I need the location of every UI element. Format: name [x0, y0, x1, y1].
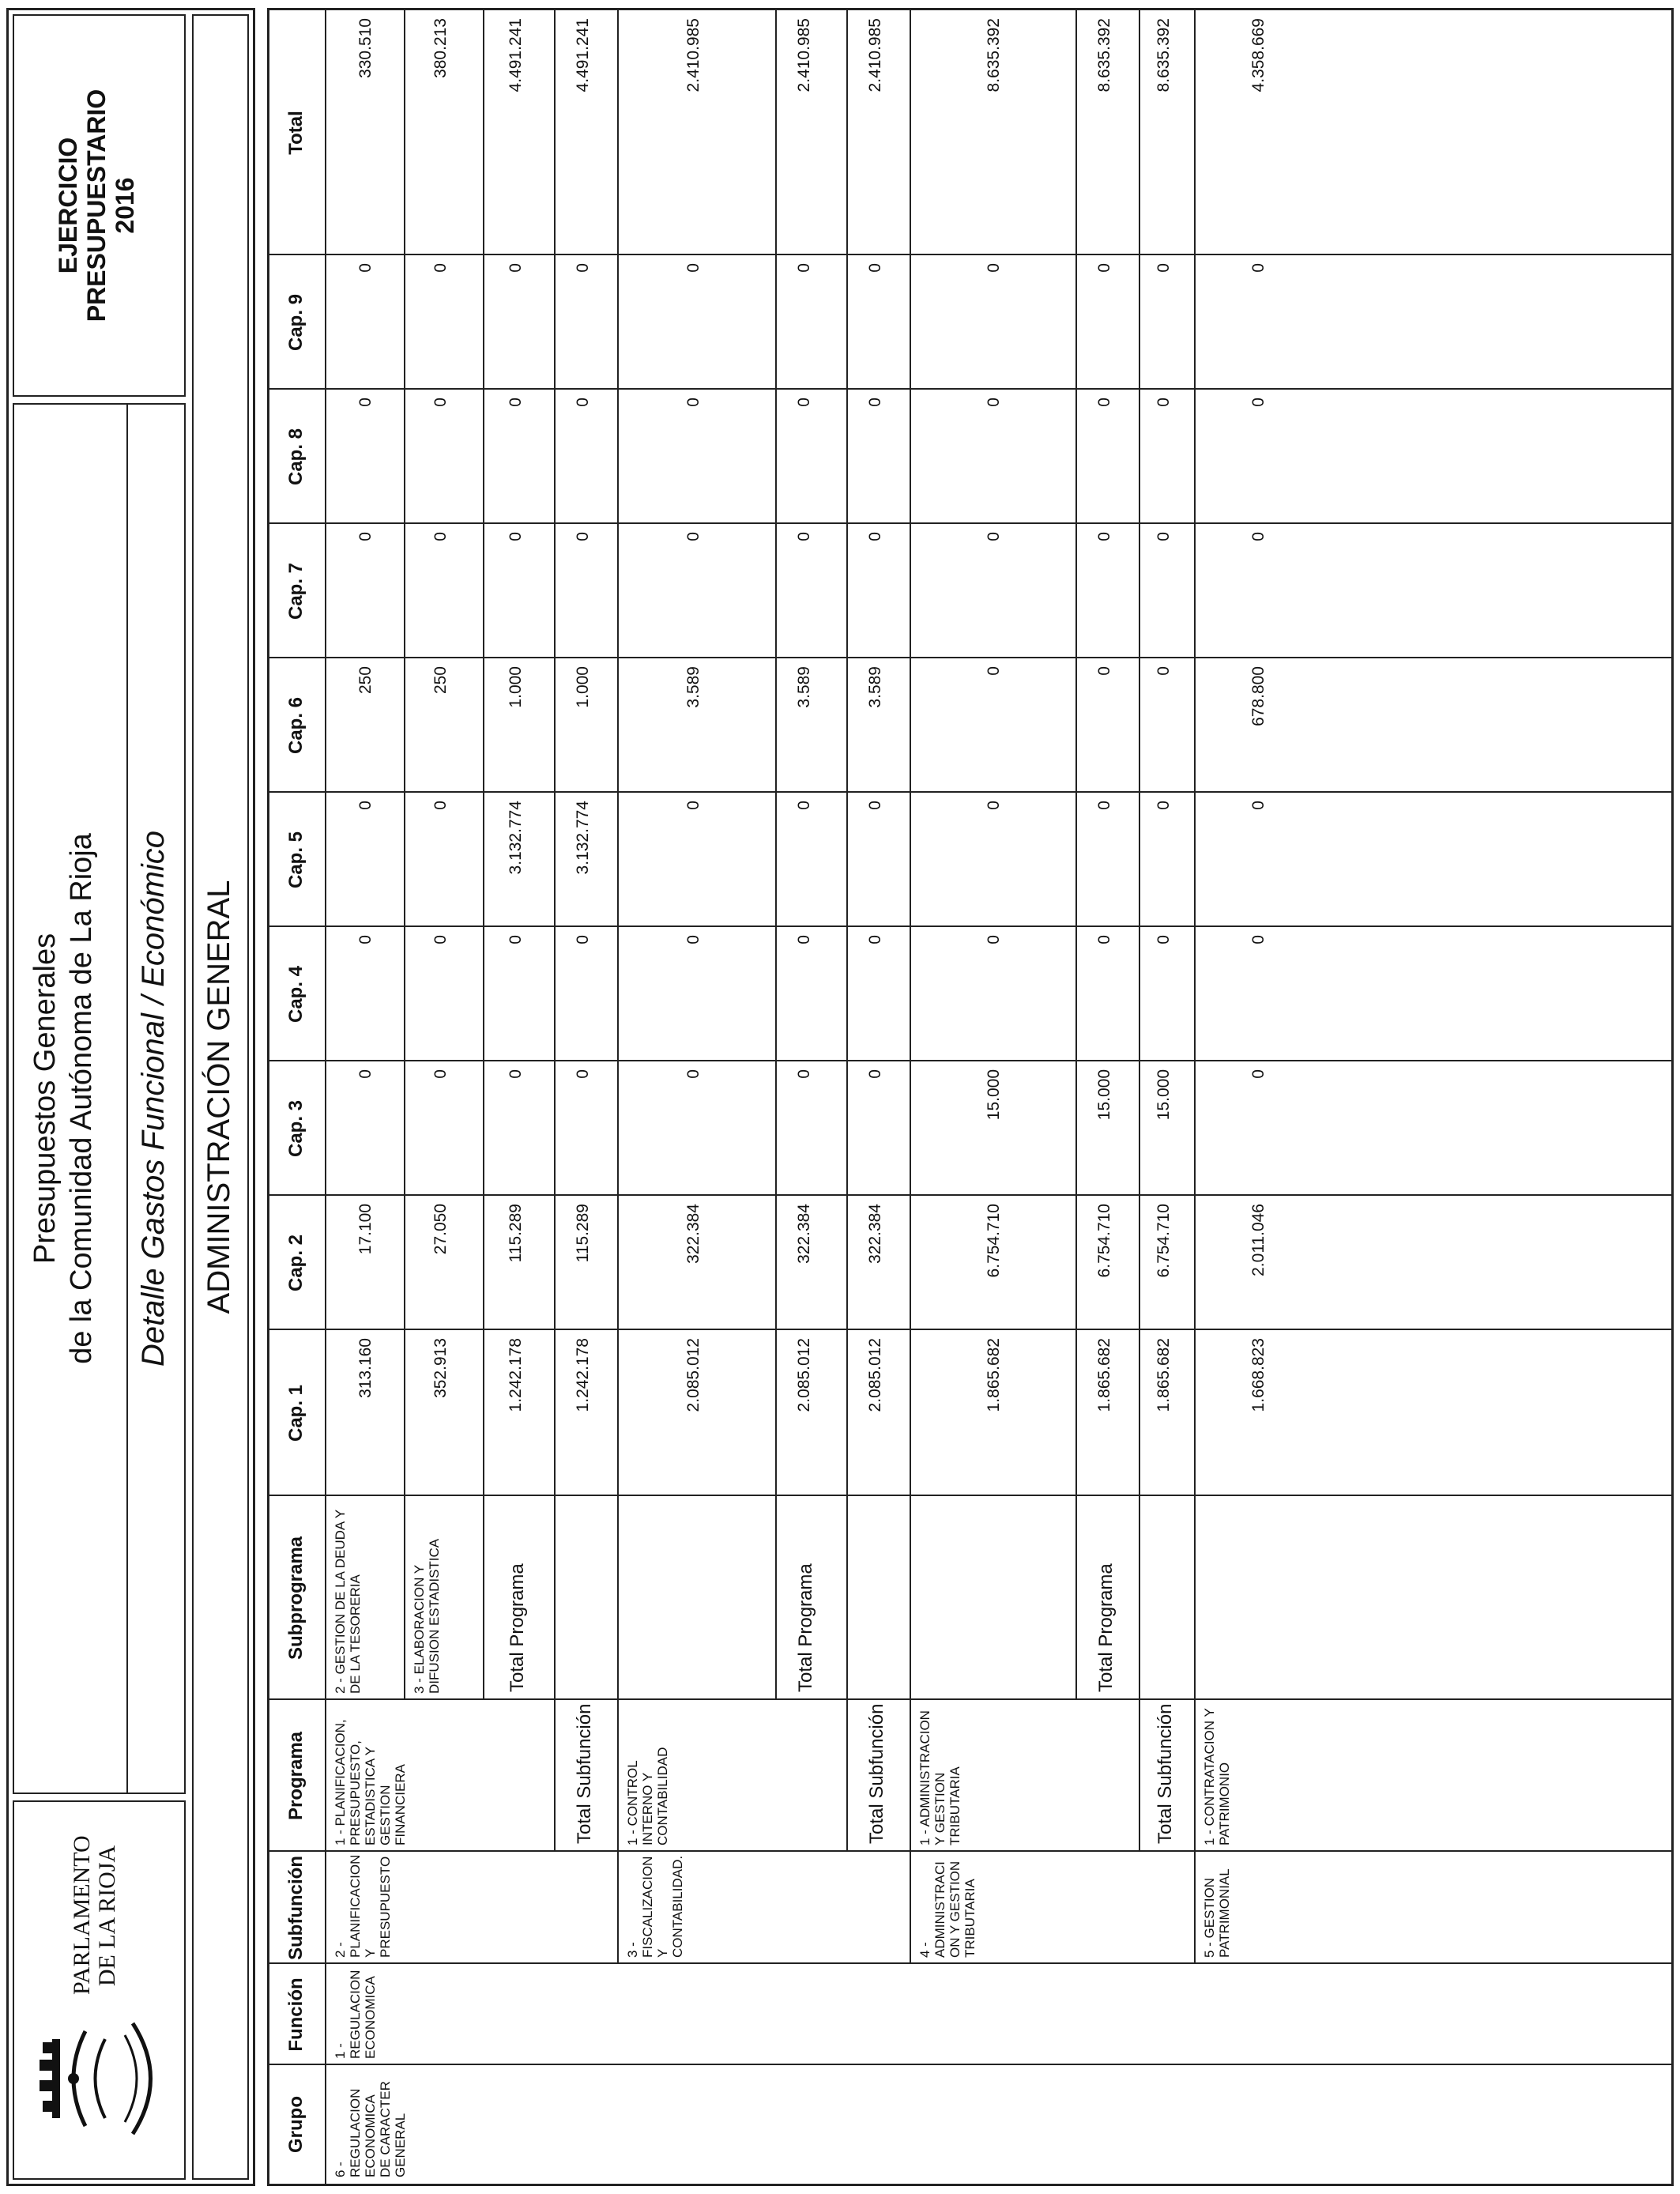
cell-value: 0 [1249, 398, 1268, 407]
column-divider [269, 254, 1671, 255]
cell-value: 0 [985, 532, 1003, 541]
cell-value: 0 [866, 263, 884, 273]
cell-value: 0 [507, 398, 525, 407]
cell-value: 0 [507, 532, 525, 541]
cell-value: 322.384 [795, 1204, 813, 1264]
cell-value: 250 [356, 666, 375, 695]
cell-value: 1.668.823 [1249, 1338, 1268, 1412]
cell-value: 0 [985, 935, 1003, 944]
cell-value: 0 [1095, 263, 1113, 273]
cell-value: 0 [866, 1069, 884, 1079]
budget-table [267, 8, 1674, 2186]
column-header: Subprograma [285, 1536, 307, 1661]
logo-text: PARLAMENTO DE LA RIOJA [69, 1835, 120, 1995]
cell-value: 0 [1095, 801, 1113, 810]
total-subfuncion-label: Total Subfunción [866, 1703, 887, 1844]
ejercicio-label [54, 16, 139, 395]
cell-value: 2.410.985 [795, 18, 813, 92]
column-header: Subfunción [285, 1856, 307, 1960]
cell-value: 330.510 [356, 18, 375, 78]
cell-value: 322.384 [684, 1204, 703, 1264]
cell-value: 2.410.985 [866, 18, 884, 92]
cell-value: 15.000 [985, 1069, 1003, 1121]
column-divider [269, 1698, 1671, 1700]
subprograma-label: 2 - GESTION DE LA DEUDA Y DE LA TESORERIA [333, 1510, 363, 1694]
cell-value: 0 [574, 532, 592, 541]
column-divider [269, 2064, 1671, 2065]
total-subfuncion-label: Total Subfunción [574, 1703, 595, 1844]
column-header: Cap. 5 [285, 831, 307, 889]
column-header: Función [285, 1977, 307, 2052]
cell-value: 0 [574, 398, 592, 407]
grupo-label: 6 - REGULACION ECONOMICA DE CARACTER GENERAL [333, 2081, 408, 2177]
column-divider [269, 1060, 1671, 1061]
cell-value: 0 [574, 263, 592, 273]
cell-value: 0 [1095, 532, 1113, 541]
cell-value: 0 [431, 263, 450, 273]
column-divider [269, 388, 1671, 390]
cell-value: 2.085.012 [684, 1338, 703, 1412]
subfuncion-divider [910, 10, 911, 1964]
column-header: Programa [285, 1731, 307, 1821]
cell-value: 0 [795, 1069, 813, 1079]
programa-label: 1 - ADMINISTRACION Y GESTION TRIBUTARIA [917, 1710, 962, 1845]
ejercicio-line-2: PRESUPUESTARIO [82, 89, 111, 322]
cell-value: 0 [356, 263, 375, 273]
ejercicio-line-3: 2016 [111, 177, 139, 234]
cell-value: 0 [431, 532, 450, 541]
cell-value: 0 [1249, 801, 1268, 810]
subfuncion-divider [617, 10, 619, 1964]
cell-value: 0 [356, 801, 375, 810]
cell-value: 0 [1095, 666, 1113, 676]
cell-value: 0 [795, 263, 813, 273]
cell-value: 0 [1155, 666, 1173, 676]
cell-value: 6.754.710 [1155, 1204, 1173, 1278]
cell-value: 0 [866, 532, 884, 541]
cell-value: 0 [574, 935, 592, 944]
cell-value: 0 [1249, 935, 1268, 944]
column-header: Grupo [285, 2096, 307, 2153]
cell-value: 3.589 [866, 666, 884, 708]
column-header: Cap. 3 [285, 1099, 307, 1158]
cell-value: 2.410.985 [684, 18, 703, 92]
cell-value: 0 [985, 666, 1003, 676]
cell-value: 0 [866, 801, 884, 810]
cell-value: 17.100 [356, 1204, 375, 1255]
row-divider [846, 10, 848, 1852]
cell-value: 1.242.178 [507, 1338, 525, 1412]
cell-value: 6.754.710 [985, 1204, 1003, 1278]
subfuncion-label: 4 - ADMINISTRACI ON Y GESTION TRIBUTARIA [917, 1860, 977, 1958]
column-divider [269, 791, 1671, 793]
column-header: Cap. 9 [285, 293, 307, 352]
row-divider [404, 10, 405, 1700]
cell-value: 0 [1249, 1069, 1268, 1079]
row-divider [775, 10, 777, 1700]
title-line-1: Presupuestos Generales [28, 933, 62, 1265]
cell-value: 15.000 [1095, 1069, 1113, 1121]
cell-value: 0 [795, 935, 813, 944]
cell-value: 0 [684, 1069, 703, 1079]
funcion-label: 1 - REGULACION ECONOMICA [333, 1970, 378, 2059]
section-title: ADMINISTRACIÓN GENERAL [202, 880, 236, 1314]
total-subfuncion-label: Total Subfunción [1155, 1703, 1176, 1844]
ejercicio-line-1: EJERCICIO [54, 137, 82, 274]
cell-value: 4.491.241 [507, 18, 525, 92]
cell-value: 0 [684, 263, 703, 273]
cell-value: 0 [985, 398, 1003, 407]
cell-value: 6.754.710 [1095, 1204, 1113, 1278]
cell-value: 2.085.012 [795, 1338, 813, 1412]
cell-value: 0 [1155, 263, 1173, 273]
detalle-box [126, 403, 186, 1794]
cell-value: 0 [507, 935, 525, 944]
column-divider [269, 925, 1671, 927]
cell-value: 0 [356, 935, 375, 944]
column-header: Cap. 1 [285, 1384, 307, 1442]
cell-value: 0 [507, 263, 525, 273]
cell-value: 8.635.392 [985, 18, 1003, 92]
cell-value: 0 [356, 532, 375, 541]
cell-value: 0 [574, 1069, 592, 1079]
cell-value: 4.358.669 [1249, 18, 1268, 92]
cell-value: 0 [684, 532, 703, 541]
cell-value: 250 [431, 666, 450, 695]
row-divider [483, 10, 484, 1700]
cell-value: 115.289 [574, 1204, 592, 1263]
logo-box [13, 1800, 186, 2180]
column-divider [269, 1495, 1671, 1496]
cell-value: 0 [1095, 935, 1113, 944]
cell-value: 15.000 [1155, 1069, 1173, 1121]
column-header: Cap. 8 [285, 428, 307, 486]
cell-value: 0 [1249, 263, 1268, 273]
cell-value: 313.160 [356, 1338, 375, 1398]
cell-value: 380.213 [431, 18, 450, 78]
cell-value: 0 [684, 398, 703, 407]
cell-value: 0 [985, 801, 1003, 810]
cell-value: 1.865.682 [985, 1338, 1003, 1412]
cell-value: 678.800 [1249, 666, 1268, 726]
cell-value: 0 [1095, 398, 1113, 407]
subprograma-label: 3 - ELABORACION Y DIFUSION ESTADISTICA [412, 1538, 442, 1694]
cell-value: 0 [795, 801, 813, 810]
subfuncion-divider [1194, 10, 1196, 1964]
detalle-title: Detalle Gastos Funcional / Económico [136, 830, 171, 1367]
cell-value: 1.000 [507, 666, 525, 708]
total-programa-label: Total Programa [507, 1563, 528, 1692]
column-header: Cap. 6 [285, 696, 307, 755]
column-divider [269, 1850, 1671, 1852]
cell-value: 115.289 [507, 1204, 525, 1263]
ejercicio-box [13, 14, 186, 397]
column-header: Cap. 4 [285, 965, 307, 1023]
row-divider [554, 10, 556, 1852]
cell-value: 0 [431, 801, 450, 810]
header-divider [325, 10, 326, 2184]
section-box [192, 14, 249, 2180]
column-divider [269, 657, 1671, 658]
cell-value: 0 [795, 532, 813, 541]
cell-value: 0 [684, 801, 703, 810]
row-divider [1139, 10, 1140, 1852]
cell-value: 8.635.392 [1095, 18, 1113, 92]
cell-value: 0 [431, 935, 450, 944]
column-header: Cap. 2 [285, 1234, 307, 1292]
cell-value: 4.491.241 [574, 18, 592, 92]
cell-value: 0 [985, 263, 1003, 273]
column-divider [269, 1329, 1671, 1330]
programa-label: 1 - CONTROL INTERNO Y CONTABILIDAD [625, 1747, 670, 1845]
cell-value: 352.913 [431, 1338, 450, 1398]
subfuncion-label: 5 - GESTION PATRIMONIAL [1202, 1868, 1232, 1958]
programa-label: 1 - CONTRATACION Y PATRIMONIO [1202, 1708, 1232, 1845]
cell-value: 0 [866, 935, 884, 944]
cell-value: 1.000 [574, 666, 592, 708]
cell-value: 3.589 [684, 666, 703, 708]
cell-value: 0 [356, 1069, 375, 1079]
total-programa-label: Total Programa [1095, 1563, 1117, 1692]
cell-value: 2.085.012 [866, 1338, 884, 1412]
cell-value: 0 [1155, 398, 1173, 407]
cell-value: 1.865.682 [1095, 1338, 1113, 1412]
cell-value: 322.384 [866, 1204, 884, 1264]
cell-value: 1.865.682 [1155, 1338, 1173, 1412]
cell-value: 0 [795, 398, 813, 407]
programa-label: 1 - PLANIFICACION, PRESUPUESTO, ESTADISTICA Y GESTION FINANCIERA [333, 1719, 408, 1845]
subfuncion-label: 2 - PLANIFICACION Y PRESUPUESTO [333, 1854, 393, 1958]
cell-value: 0 [1249, 532, 1268, 541]
cell-value: 0 [866, 398, 884, 407]
total-programa-label: Total Programa [795, 1563, 816, 1692]
parliament-logo-icon [30, 2007, 172, 2150]
cell-value: 2.011.046 [1249, 1204, 1268, 1276]
cell-value: 3.132.774 [574, 801, 592, 875]
cell-value: 0 [507, 1069, 525, 1079]
cell-value: 0 [1155, 801, 1173, 810]
column-divider [269, 1962, 1671, 1964]
row-divider [1075, 10, 1077, 1700]
column-header: Cap. 7 [285, 562, 307, 620]
cell-value: 3.132.774 [507, 801, 525, 875]
cell-value: 3.589 [795, 666, 813, 708]
cell-value: 0 [431, 398, 450, 407]
title-line-2: de la Comunidad Autónoma de La Rioja [65, 833, 98, 1364]
column-divider [269, 1194, 1671, 1196]
cell-value: 0 [1155, 532, 1173, 541]
cell-value: 0 [356, 398, 375, 407]
cell-value: 0 [1155, 935, 1173, 944]
cell-value: 1.242.178 [574, 1338, 592, 1412]
subfuncion-label: 3 - FISCALIZACION Y CONTABILIDAD. [625, 1855, 685, 1958]
cell-value: 8.635.392 [1155, 18, 1173, 92]
cell-value: 0 [684, 935, 703, 944]
column-divider [269, 522, 1671, 524]
cell-value: 0 [431, 1069, 450, 1079]
cell-value: 27.050 [431, 1204, 450, 1255]
column-header: Total [285, 111, 307, 155]
